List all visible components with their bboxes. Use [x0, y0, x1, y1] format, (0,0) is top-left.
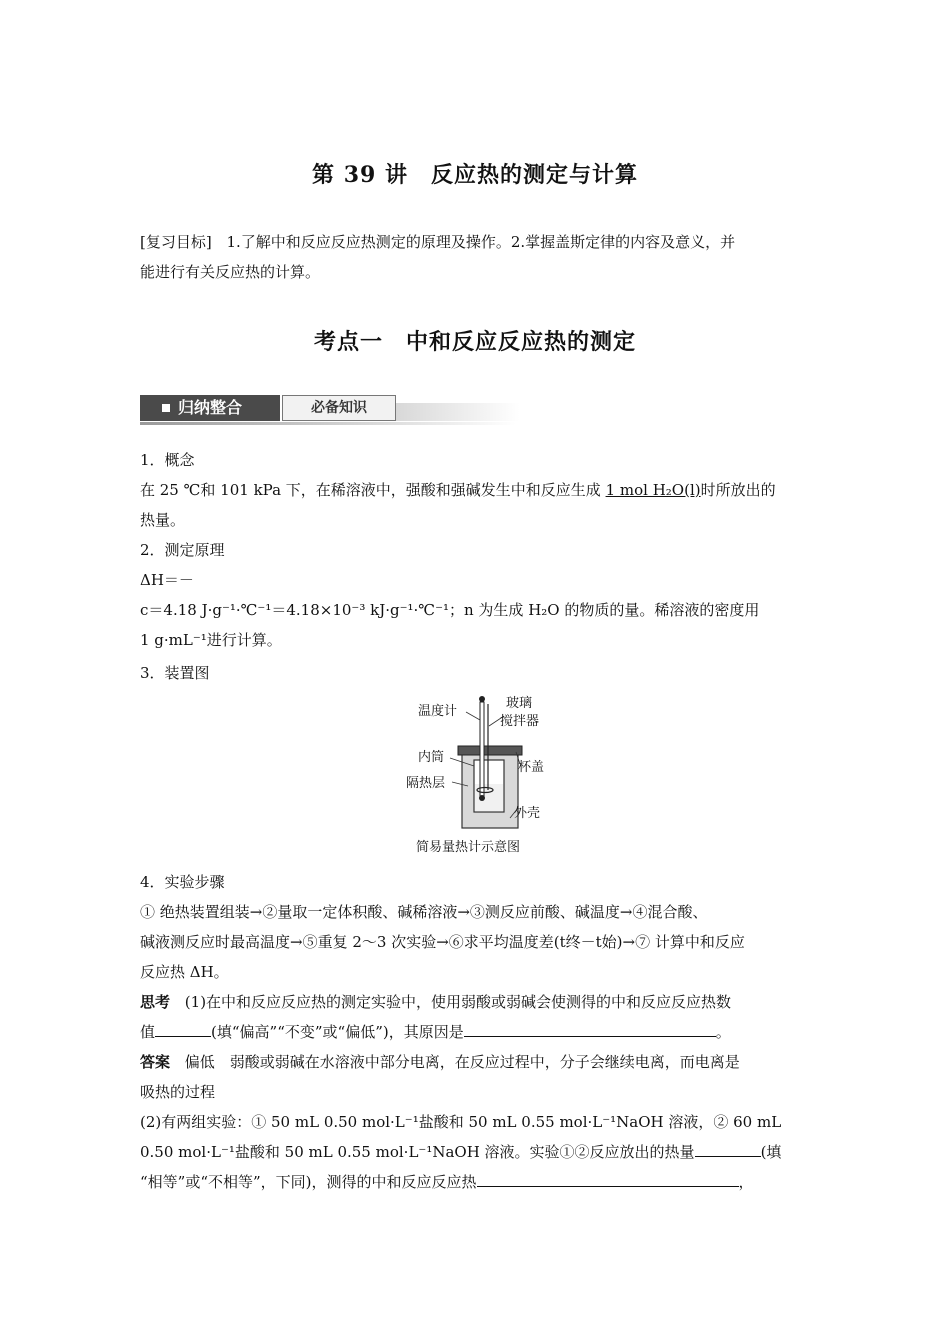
item1-line-2: 热量。 — [140, 511, 186, 529]
review-goal-text-2: 能进行有关反应热的计算。 — [140, 263, 321, 281]
label-inner-cup: 内筒 — [418, 750, 445, 765]
item1-heading: 1．概念 — [140, 451, 195, 469]
calorimeter-figure — [400, 690, 560, 865]
item4-line-3: 反应热 ΔH。 — [140, 963, 229, 981]
item1-line1-pre: 在 25 ℃和 101 kPa 下，在稀溶液中，强酸和强碱发生中和反应生成 — [140, 481, 606, 499]
answer-line-1 — [140, 1052, 810, 1072]
label-outer-shell: 外壳 — [514, 806, 541, 821]
item1-line1-post: 时所放出的 — [700, 481, 776, 499]
think-tag: 思考 — [140, 993, 171, 1011]
think-q2-line-3 — [140, 1172, 810, 1192]
answer-line-2: 吸热的过程 — [140, 1083, 216, 1101]
banner-fade — [396, 403, 520, 421]
think-q2-line2-pre: 0.50 mol·L⁻¹盐酸和 50 mL 0.55 mol·L⁻¹NaOH 溶液。实验①②反应放出的热量 — [140, 1143, 695, 1161]
think-q1-mid: (填“偏高”“不变”或“偏低”)，其原因是 — [211, 1023, 464, 1041]
think-q1-line-1 — [140, 992, 810, 1012]
label-thermometer: 温度计 — [418, 704, 458, 719]
item2-density-line: 1 g·mL⁻¹进行计算。 — [140, 631, 282, 649]
label-stirrer-1: 玻璃 — [506, 696, 533, 711]
banner-rule — [140, 422, 516, 425]
think-q1-end: 。 — [715, 1023, 731, 1041]
think-q1-text-1: (1)在中和反应反应热的测定实验中，使用弱酸或弱碱会使测得的中和反应反应热数 — [184, 993, 732, 1011]
section-title: 考点一 中和反应反应热的测定 — [313, 329, 636, 355]
item2-c-def: c＝4.18 J·g⁻¹·℃⁻¹＝4.18×10⁻³ kJ·g⁻¹·℃⁻¹； — [140, 601, 464, 619]
review-goal-line-1 — [140, 232, 810, 252]
think-q2-line3-end: ， — [738, 1173, 754, 1191]
banner-dark-tab — [140, 395, 280, 421]
think-q2-line-2 — [140, 1142, 810, 1162]
item2-formula: ΔH＝－ — [140, 571, 194, 589]
answer-blank-2[interactable] — [464, 1022, 716, 1037]
item4-heading: 4．实验步骤 — [140, 873, 225, 891]
answer-blank-1[interactable] — [155, 1022, 211, 1037]
item2-c-line — [140, 600, 810, 620]
think-q2-line2-end: (填 — [760, 1143, 782, 1161]
label-insulation: 隔热层 — [406, 776, 446, 791]
label-lid: 杯盖 — [518, 760, 545, 775]
banner-light-tab: 必备知识 — [282, 395, 396, 421]
think-q2-line3-pre: “相等”或“不相等”，下同)，测得的中和反应反应热 — [140, 1173, 477, 1191]
item2-n-def: n 为生成 H₂O 的物质的量。稀溶液的密度用 — [464, 601, 760, 619]
section-banner — [140, 395, 520, 425]
banner-dark-label: 归纳整合 — [178, 398, 243, 417]
think-q2-line-1: (2)有两组实验：① 50 mL 0.50 mol·L⁻¹盐酸和 50 mL 0.55 mol·L⁻¹NaOH 溶液，② 60 mL — [140, 1113, 782, 1131]
answer-blank-4[interactable] — [477, 1172, 739, 1187]
label-stirrer-2: 搅拌器 — [500, 714, 540, 729]
think-q1-line-2 — [140, 1022, 810, 1042]
answer-blank-3[interactable] — [695, 1142, 761, 1157]
answer-tag: 答案 — [140, 1053, 171, 1071]
item1-underlined-term: 1 mol H₂O(l) — [605, 481, 701, 499]
think-q1-pre: 值 — [140, 1023, 156, 1041]
square-bullet-icon — [162, 404, 170, 412]
review-goal-tag: [复习目标] — [140, 233, 212, 251]
item1-line-1 — [140, 480, 810, 500]
answer-text-1: 偏低 弱酸或弱碱在水溶液中部分电离，在反应过程中，分子会继续电离，而电离是 — [184, 1053, 740, 1071]
item3-heading: 3．装置图 — [140, 664, 210, 682]
item2-heading: 2．测定原理 — [140, 541, 225, 559]
review-goal-text-1: 1.了解中和反应反应热测定的原理及操作。2.掌握盖斯定律的内容及意义，并 — [226, 233, 736, 251]
lecture-title: 第 39 讲 反应热的测定与计算 — [312, 162, 638, 188]
item4-line-1: ① 绝热装置组装→②量取一定体积酸、碱稀溶液→③测反应前酸、碱温度→④混合酸、 — [140, 903, 708, 921]
item4-line-2: 碱液测反应时最高温度→⑤重复 2～3 次实验→⑥求平均温度差(t终－t始)→⑦ 计算中和反应 — [140, 933, 745, 951]
figure-caption: 简易量热计示意图 — [416, 840, 521, 855]
